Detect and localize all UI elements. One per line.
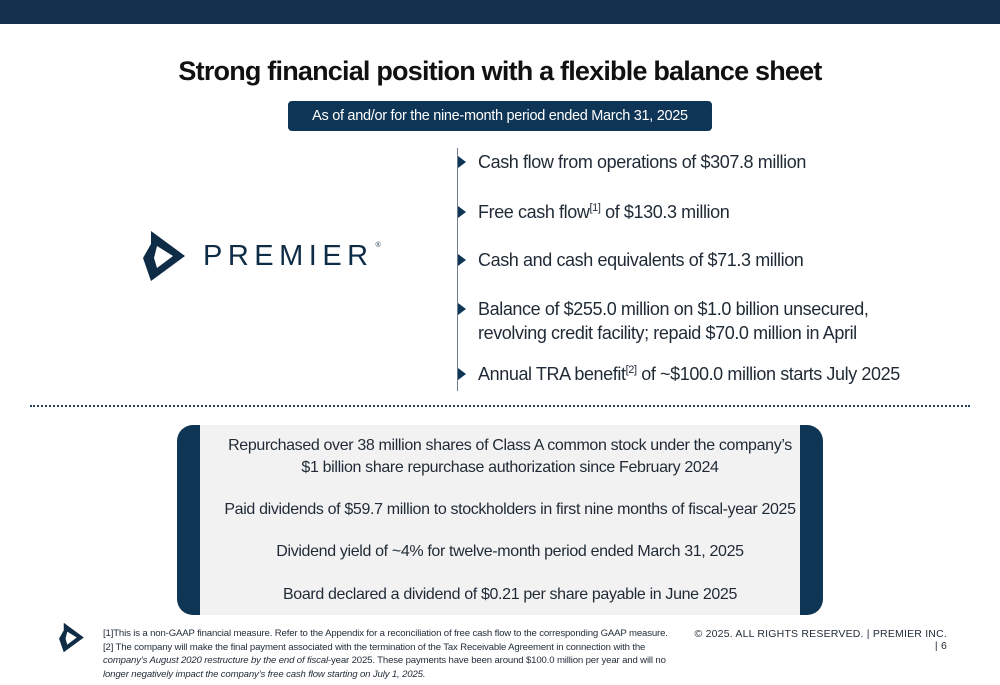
premier-mark-icon (143, 228, 187, 284)
bullet-cash-equivalents: Cash and cash equivalents of $71.3 million (458, 248, 803, 272)
bullet-operating-cash-flow: Cash flow from operations of $307.8 million (458, 150, 806, 174)
logo-wordmark: PREMIER ® (203, 239, 381, 272)
footnote-2-end: longer negatively impact the company’s free cash flow starting on July 1, 2025. (103, 668, 426, 680)
bullet-tra-benefit: Annual TRA benefit[2] of ~$100.0 million starts July 2025 (458, 362, 900, 386)
panel-item-dividend-declared: Board declared a dividend of $0.21 per share payable in June 2025 (282, 586, 738, 603)
bullet-free-cash-flow: Free cash flow[1] of $130.3 million (458, 200, 729, 224)
footnotes (103, 627, 683, 681)
top-banner (0, 0, 1000, 24)
bullet-credit-facility: Balance of $255.0 million on $1.0 billion unsecured, revolving credit facility; repaid $70.0 million in April (458, 297, 868, 345)
premier-footer-icon (59, 621, 85, 654)
footnote-1: [1]This is a non-GAAP financial measure. Refer to the Appendix for a reconciliation of free cash flow to the corresponding GAAP measure. (103, 628, 668, 639)
panel-item-dividend-yield: Dividend yield of ~4% for twelve-month period ended March 31, 2025 (276, 543, 744, 560)
footnote-2: [2] The company will make the final payment associated with the termination of the Tax Receivable Agreement in connection with the (103, 641, 646, 653)
bullet-arrow-icon (458, 206, 466, 218)
page-title: Strong financial position with a flexible balance sheet (178, 56, 822, 86)
section-divider (30, 405, 970, 407)
premier-logo (143, 228, 381, 284)
bullet-arrow-icon (458, 303, 466, 315)
bullet-arrow-icon (458, 254, 466, 266)
footnote-ref-1: [1] (589, 202, 601, 214)
copyright-page-number: © 2025. ALL RIGHTS RESERVED. | PREMIER INC. | 6 (694, 628, 947, 652)
panel-item-dividends-paid: Paid dividends of $59.7 million to stockholders in first nine months of fiscal-year 2025 (224, 501, 796, 518)
period-subtitle: As of and/or for the nine-month period ended March 31, 2025 (288, 101, 712, 131)
bullet-arrow-icon (458, 156, 466, 168)
bullet-arrow-icon (458, 368, 466, 380)
registered-mark: ® (375, 241, 381, 249)
panel-item-share-repurchase: Repurchased over 38 million shares of Class A common stock under the company’s $1 billion share repurchase authorization since February 2024 (228, 437, 792, 476)
footnote-2-continued: company’s August 2020 restructure by the end of fiscal-year 2025. These payments have been around $100.0 million per year and will no (103, 655, 666, 667)
footnote-ref-2: [2] (625, 364, 637, 376)
